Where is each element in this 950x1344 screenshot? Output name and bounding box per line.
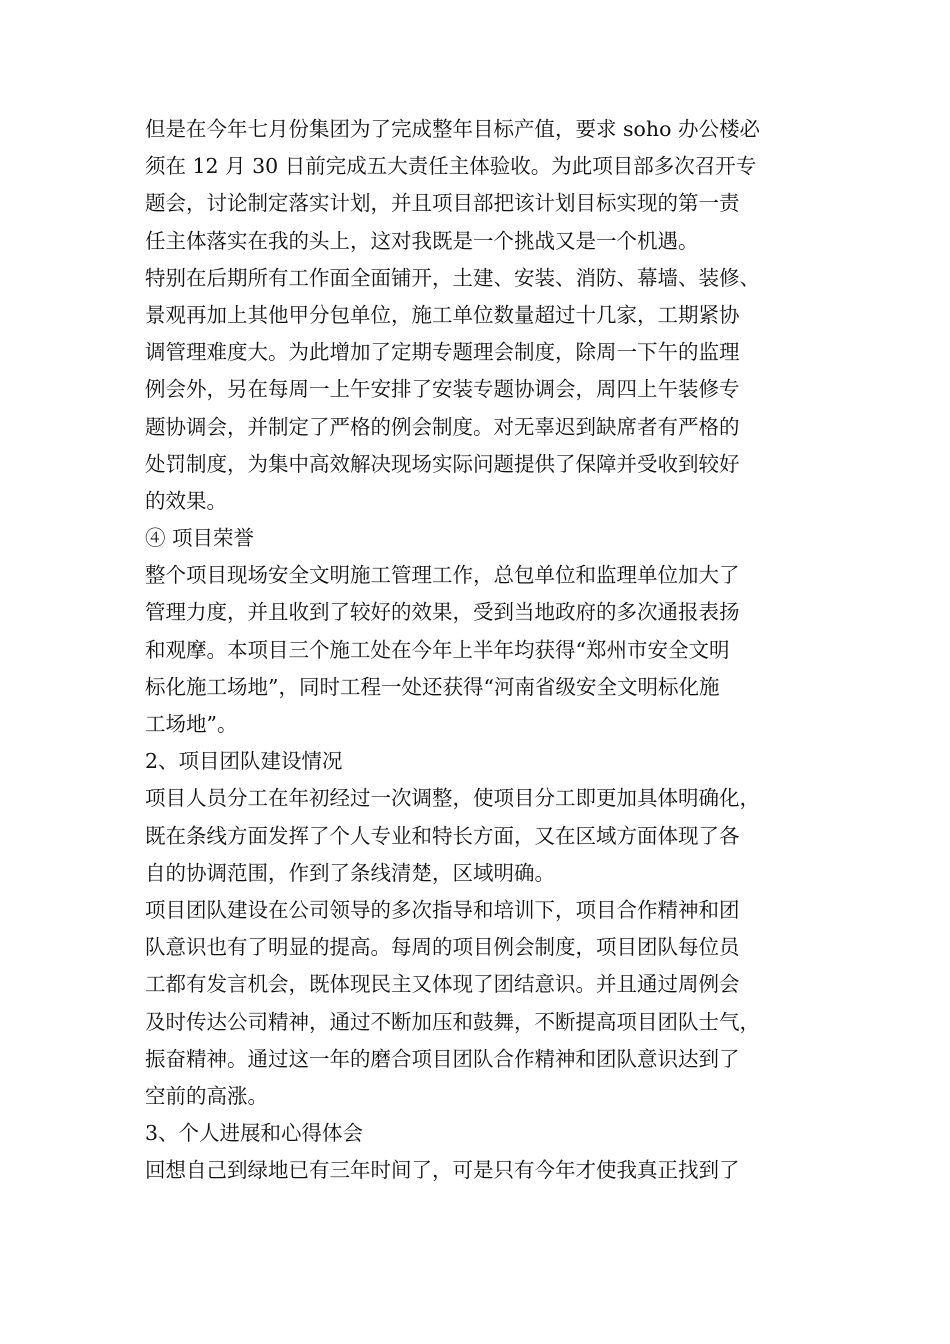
text-line: 队意识也有了明显的提高。每周的项目例会制度，项目团队每位员 xyxy=(145,935,740,960)
text-line: 自的协调范围，作到了条线清楚，区域明确。 xyxy=(145,860,555,885)
text-line: 的效果。 xyxy=(145,488,227,513)
text-line: 但是在今年七月份集团为了完成整年目标产值，要求 soho 办公楼必 xyxy=(145,117,760,141)
text-line: 处罚制度，为集中高效解决现场实际问题提供了保障并受收到较好 xyxy=(145,451,740,476)
text-line: 项目团队建设在公司领导的多次指导和培训下，项目合作精神和团 xyxy=(145,897,740,922)
text-line: 整个项目现场安全文明施工管理工作，总包单位和监理单位加大了 xyxy=(145,563,740,588)
text-line: 题协调会，并制定了严格的例会制度。对无辜迟到缺席者有严格的 xyxy=(145,414,740,439)
text-line: 工都有发言机会，既体现民主又体现了团结意识。并且通过周例会 xyxy=(145,972,740,997)
text-line: 例会外，另在每周一上午安排了安装专题协调会，周四上午装修专 xyxy=(145,377,740,402)
text-line: 既在条线方面发挥了个人专业和特长方面，又在区域方面体现了各 xyxy=(145,823,740,848)
section-heading: 3、个人进展和心得体会 xyxy=(145,1121,364,1146)
text-line: 任主体落实在我的头上，这对我既是一个挑战又是一个机遇。 xyxy=(145,228,699,253)
text-line: 管理力度，并且收到了较好的效果，受到当地政府的多次通报表扬 xyxy=(145,600,740,625)
text-line: 调管理难度大。为此增加了定期专题理会制度，除周一下午的监理 xyxy=(145,340,740,365)
text-line: 及时传达公司精神，通过不断加压和鼓舞，不断提高项目团队士气， xyxy=(145,1009,760,1034)
document-body xyxy=(145,111,825,1189)
text-line: 空前的高涨。 xyxy=(145,1083,268,1108)
text-line: 工场地”。 xyxy=(145,712,238,736)
text-line: 景观再加上其他甲分包单位，施工单位数量超过十几家，工期紧协 xyxy=(145,302,740,327)
text-line: 振奋精神。通过这一年的磨合项目团队合作精神和团队意识达到了 xyxy=(145,1046,740,1071)
text-line: 和观摩。本项目三个施工处在今年上半年均获得“郑州市安全文明 xyxy=(145,637,730,662)
text-line: 回想自己到绿地已有三年时间了，可是只有今年才使我真正找到了 xyxy=(145,1158,740,1183)
text-line: 项目人员分工在年初经过一次调整，使项目分工即更加具体明确化， xyxy=(145,786,760,811)
section-heading: 2、项目团队建设情况 xyxy=(145,749,343,774)
text-line: 特别在后期所有工作面全面铺开，土建、安装、消防、幕墙、装修、 xyxy=(145,265,760,290)
text-line: 标化施工场地”，同时工程一处还获得“河南省级安全文明标化施 xyxy=(145,674,720,699)
text-line: 须在 12 月 30 日前完成五大责任主体验收。为此项目部多次召开专 xyxy=(145,154,757,179)
text-line: 题会，讨论制定落实计划，并且项目部把该计划目标实现的第一责 xyxy=(145,191,740,216)
section-heading: ④ 项目荣誉 xyxy=(145,526,255,551)
